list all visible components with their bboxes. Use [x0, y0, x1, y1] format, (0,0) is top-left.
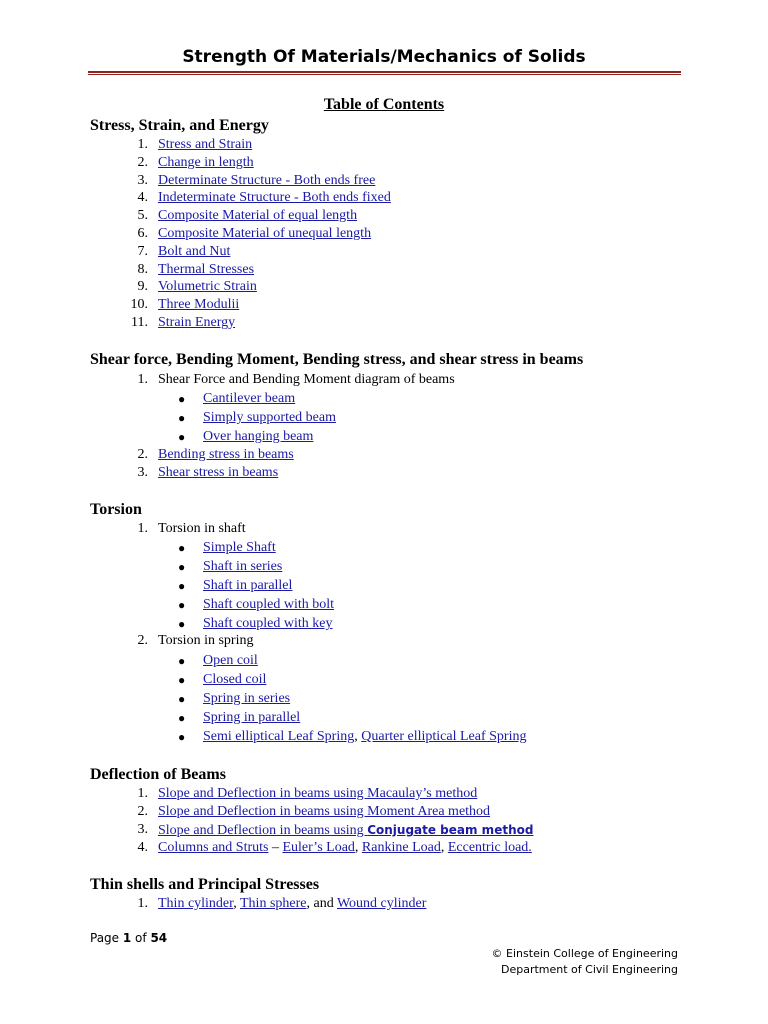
bullet-icon: ●: [178, 430, 186, 444]
toc-link[interactable]: Quarter elliptical Leaf Spring: [361, 729, 527, 744]
toc-link[interactable]: Shaft coupled with key: [203, 616, 333, 631]
toc-link[interactable]: Bending stress in beams: [158, 447, 294, 462]
bullet-icon: ●: [178, 579, 186, 593]
section-heading-torsion: Torsion: [90, 501, 142, 518]
bullet-icon: ●: [178, 711, 186, 725]
toc-link[interactable]: Semi elliptical Leaf Spring: [203, 729, 355, 744]
bullet-icon: ●: [178, 673, 186, 687]
section-heading-deflection: Deflection of Beams: [90, 766, 226, 783]
toc-link[interactable]: Columns and Struts: [158, 840, 269, 855]
page-number: Page 1 of 54: [90, 931, 168, 945]
bullet-icon: ●: [178, 411, 186, 425]
bullet-icon: ●: [178, 392, 186, 406]
toc-link[interactable]: Composite Material of unequal length: [158, 226, 372, 241]
toc-link[interactable]: Determinate Structure - Both ends free: [158, 173, 376, 188]
bullet-icon: ●: [178, 730, 186, 744]
toc-link[interactable]: Volumetric Strain: [158, 279, 257, 294]
bullet-icon: ●: [178, 617, 186, 631]
toc-link[interactable]: Open coil: [203, 653, 258, 668]
toc-link[interactable]: Thermal Stresses: [158, 262, 255, 277]
toc-link[interactable]: Simply supported beam: [203, 410, 336, 425]
toc-link[interactable]: Wound cylinder: [336, 896, 427, 911]
toc-link[interactable]: Shaft coupled with bolt: [203, 597, 335, 612]
toc-link[interactable]: Bolt and Nut: [158, 244, 231, 259]
toc-link[interactable]: Strain Energy: [158, 315, 236, 330]
toc-link[interactable]: Slope and Deflection in beams using Macaulay’s method: [158, 786, 478, 801]
toc-link[interactable]: Simple Shaft: [203, 540, 276, 555]
toc-link[interactable]: Closed coil: [203, 672, 267, 687]
toc-link[interactable]: Euler’s Load: [282, 840, 355, 855]
bullet-icon: ●: [178, 598, 186, 612]
toc-link[interactable]: Shaft in series: [203, 559, 283, 574]
toc-link[interactable]: Spring in parallel: [203, 710, 301, 725]
toc-link[interactable]: Stress and Strain: [158, 137, 253, 152]
toc-link[interactable]: Eccentric load.: [447, 840, 532, 855]
toc-title: Table of Contents: [323, 96, 445, 113]
header-divider: [88, 71, 681, 75]
toc-link[interactable]: Spring in series: [203, 691, 291, 706]
section-heading-thin-shells: Thin shells and Principal Stresses: [90, 876, 320, 893]
bullet-icon: ●: [178, 560, 186, 574]
footer-department: Department of Civil Engineering: [500, 963, 678, 976]
toc-link[interactable]: Cantilever beam: [203, 391, 296, 406]
toc-link[interactable]: Slope and Deflection in beams using Conjugate beam method: [158, 823, 534, 838]
bullet-icon: ●: [178, 654, 186, 668]
document-header-title: Strength Of Materials/Mechanics of Solids: [182, 47, 586, 67]
toc-link[interactable]: Slope and Deflection in beams using Moment Area method: [158, 804, 491, 819]
bullet-icon: ●: [178, 692, 186, 706]
toc-link[interactable]: Thin sphere: [240, 896, 307, 911]
bullet-icon: ●: [178, 541, 186, 555]
section-heading-shear-force: Shear force, Bending Moment, Bending stress, and shear stress in beams: [90, 351, 584, 368]
toc-link[interactable]: Shaft in parallel: [203, 578, 293, 593]
toc-link[interactable]: Thin cylinder: [158, 896, 234, 911]
toc-link[interactable]: Shear stress in beams: [158, 465, 279, 480]
toc-link[interactable]: Indeterminate Structure - Both ends fixed: [158, 190, 391, 205]
toc-link[interactable]: Composite Material of equal length: [158, 208, 358, 223]
section-heading-stress-strain: Stress, Strain, and Energy: [90, 117, 269, 134]
toc-link[interactable]: Three Modulii: [158, 297, 240, 312]
toc-link[interactable]: Rankine Load: [361, 840, 441, 855]
toc-link[interactable]: Over hanging beam: [203, 429, 314, 444]
toc-link[interactable]: Change in length: [158, 155, 254, 170]
footer-copyright: © Einstein College of Engineering: [491, 947, 678, 960]
